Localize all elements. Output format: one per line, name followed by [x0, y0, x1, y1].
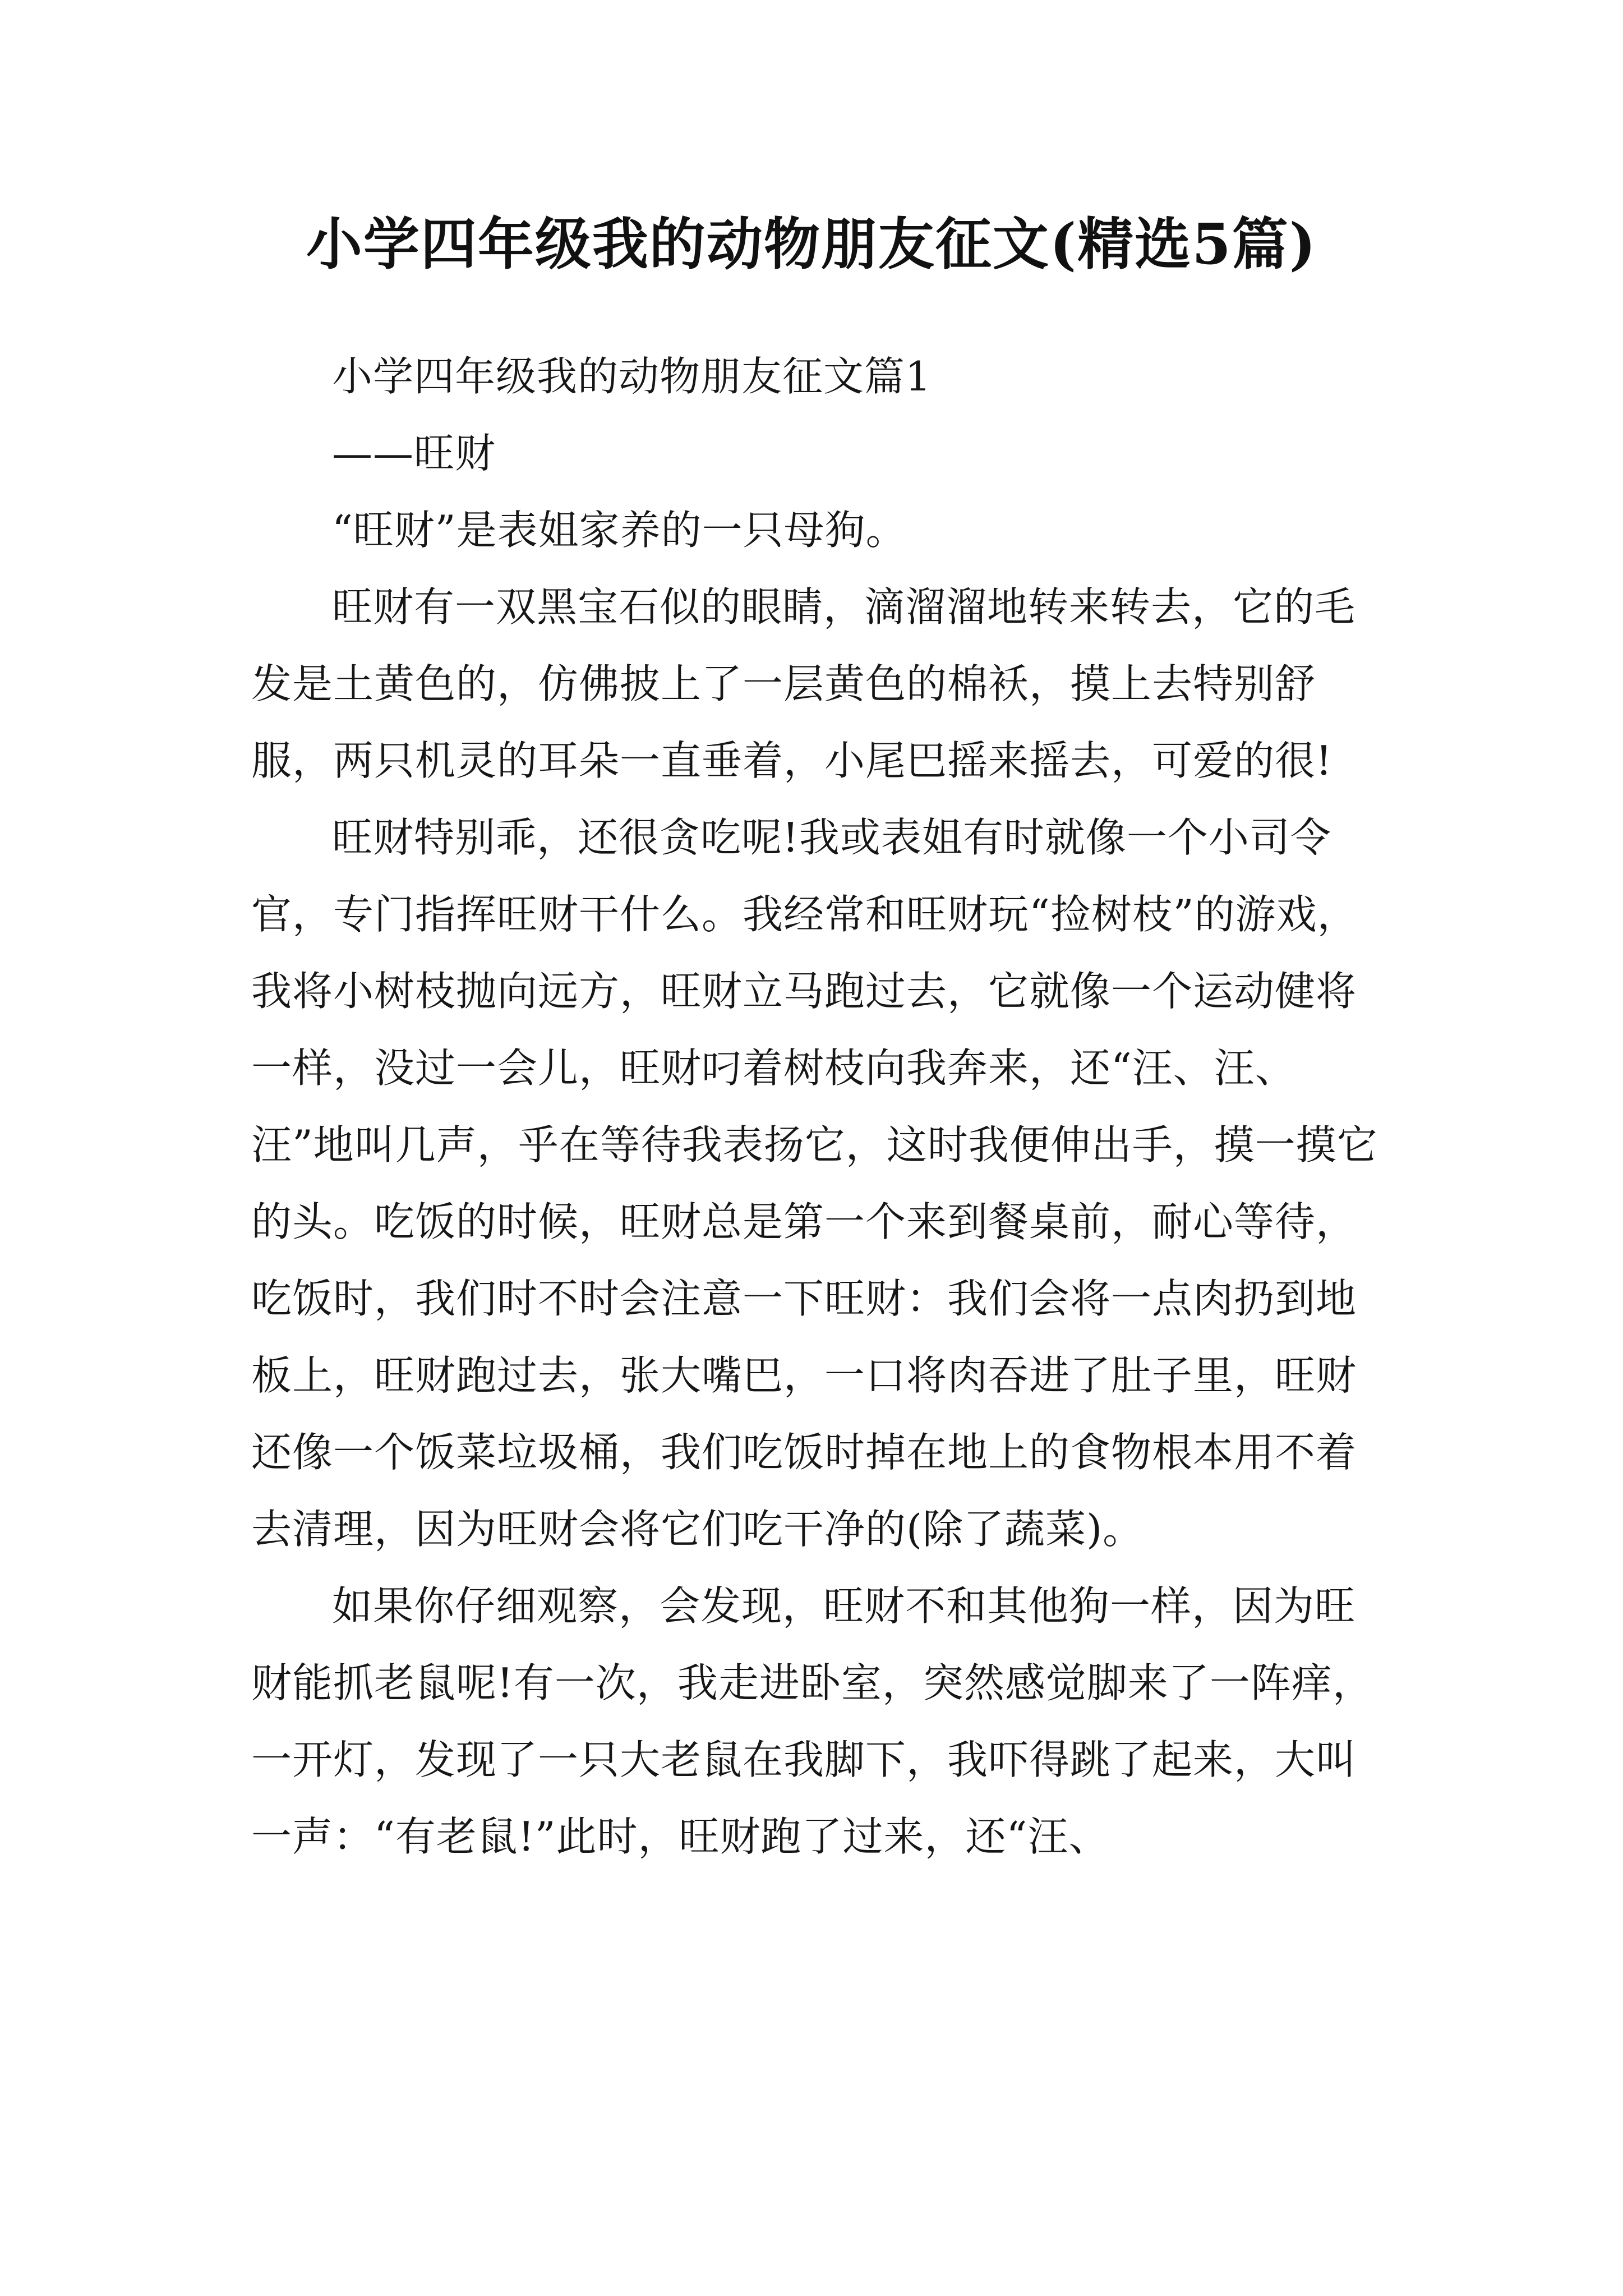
paragraph: 旺财有一双黑宝石似的眼睛，滴溜溜地转来转去，它的毛发是土黄色的，仿佛披上了一层黄色的棉袄，摸上去特别舒服，两只机灵的耳朵一直垂着，小尾巴摇来摇去，可爱的很!: [251, 583, 1356, 784]
paragraph: 如果你仔细观察，会发现，旺财不和其他狗一样，因为旺财能抓老鼠呢!有一次，我走进卧室，突然感觉脚来了一阵痒，一开灯，发现了一只大老鼠在我脚下，我吓得跳了起来，大叫一声：“有老鼠!”此时，旺财跑了过来，还“汪、: [251, 1582, 1373, 1860]
paragraph: “旺财”是表姐家养的一只母狗。: [332, 507, 907, 554]
document-title: 小学四年级我的动物朋友征文(精选5篇): [306, 211, 1317, 277]
subtitle-line: ——旺财: [332, 430, 496, 477]
paragraph: 旺财特别乖，还很贪吃呢!我或表姐有时就像一个小司令官，专门指挥旺财干什么。我经常和旺财玩“捡树枝”的游戏，我将小树枝抛向远方，旺财立马跑过去，它就像一个运动健将一样，没过一会儿，旺财叼着树枝向我奔来，还“汪、汪、汪”地叫几声，乎在等待我表扬它，这时我便伸出手，摸一摸它的头。吃饭的时候，旺财总是第一个来到餐桌前，耐心等待，吃饭时，我们时不时会注意一下旺财：我们会将一点肉扔到地板上，旺财跑过去，张大嘴巴，一口将肉吞进了肚子里，旺财还像一个饭菜垃圾桶，我们吃饭时掉在地上的食物根本用不着去清理，因为旺财会将它们吃干净的(除了蔬菜)。: [251, 814, 1378, 1553]
document-body: [251, 338, 1395, 1875]
section-heading: 小学四年级我的动物朋友征文篇1: [332, 353, 932, 400]
